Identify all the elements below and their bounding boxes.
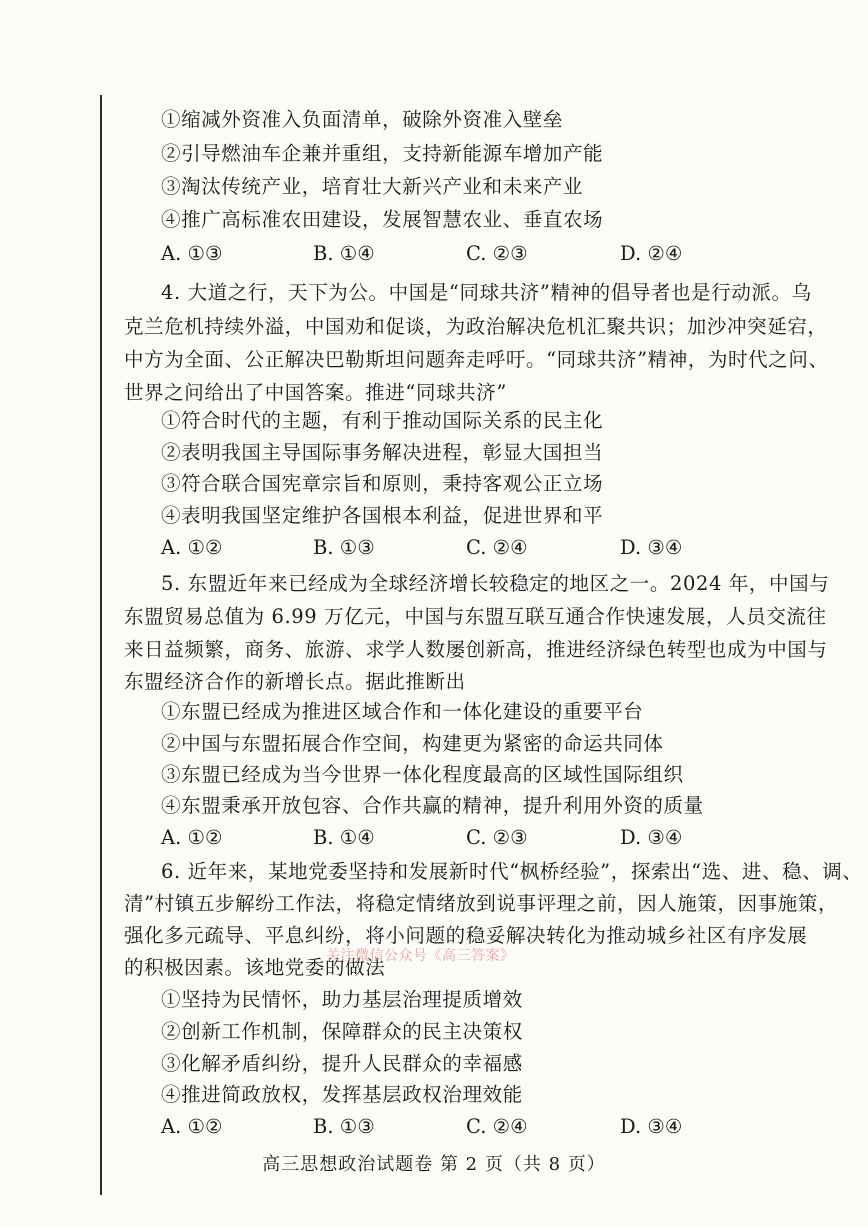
q4-option-4: ④表明我国坚定维护各国根本利益，促进世界和平	[161, 504, 604, 527]
q3-option-1: ①缩减外资准入负面清单，破除外资准入壁垒	[161, 108, 564, 131]
q3-answer-b: B. ①④	[313, 242, 375, 265]
q6-answer-a: A. ①②	[161, 1115, 223, 1138]
q5-answer-d: D. ③④	[620, 826, 683, 849]
q3-answer-d: D. ②④	[620, 242, 683, 265]
q6-option-4: ④推进简政放权，发挥基层政权治理效能	[161, 1083, 523, 1106]
q6-option-3: ③化解矛盾纠纷，提升人民群众的幸福感	[161, 1052, 523, 1075]
q6-stem-line-3: 强化多元疏导、平息纠纷，将小问题的稳妥解决转化为推动城乡社区有序发展	[124, 924, 808, 947]
q3-answer-c: C. ②③	[466, 242, 528, 265]
q5-option-3: ③东盟已经成为当今世界一体化程度最高的区域性国际组织	[161, 763, 684, 786]
q5-option-4: ④东盟秉承开放包容、合作共赢的精神，提升利用外资的质量	[161, 794, 704, 817]
q6-answer-row	[161, 1113, 721, 1141]
q5-option-1: ①东盟已经成为推进区域合作和一体化建设的重要平台	[161, 700, 644, 723]
q3-option-3: ③淘汰传统产业，培育壮大新兴产业和未来产业	[161, 175, 584, 198]
q4-stem-line-3: 中方为全面、公正解决巴勒斯坦问题奔走呼吁。“同球共济”精神，为时代之问、	[124, 348, 829, 371]
q6-answer-b: B. ①③	[313, 1115, 375, 1138]
margin-rule	[100, 95, 102, 1195]
q4-answer-c: C. ②④	[466, 536, 528, 559]
q3-option-4: ④推广高标准农田建设，发展智慧农业、垂直农场	[161, 208, 604, 231]
q4-option-3: ③符合联合国宪章宗旨和原则，秉持客观公正立场	[161, 472, 604, 495]
q4-answer-b: B. ①③	[313, 536, 375, 559]
page-footer: 高三思想政治试题卷 第 2 页（共 8 页）	[262, 1154, 606, 1175]
q4-option-2: ②表明我国主导国际事务解决进程，彰显大国担当	[161, 441, 604, 464]
q5-answer-c: C. ②③	[466, 826, 528, 849]
q6-stem-line-4: 的积极因素。该地党委的做法	[124, 956, 386, 979]
q3-answer-a: A. ①③	[161, 242, 223, 265]
q4-option-1: ①符合时代的主题，有利于推动国际关系的民主化	[161, 409, 604, 432]
q5-stem-line-3: 来日益频繁，商务、旅游、求学人数屡创新高，推进经济绿色转型也成为中国与	[124, 638, 828, 661]
q5-stem-line-1: 5. 东盟近年来已经成为全球经济增长较稳定的地区之一。2024 年，中国与	[161, 572, 830, 595]
q5-answer-a: A. ①②	[161, 826, 223, 849]
q4-stem-line-4: 世界之问给出了中国答案。推进“同球共济”	[124, 381, 507, 404]
q4-stem-line-2: 克兰危机持续外溢，中国劝和促谈，为政治解决危机汇聚共识；加沙冲突延宕，	[124, 315, 828, 338]
q5-stem-line-2: 东盟贸易总值为 6.99 万亿元，中国与东盟互联互通合作快速发展，人员交流往	[124, 605, 827, 628]
q6-answer-d: D. ③④	[620, 1115, 683, 1138]
q5-stem-line-4: 东盟经济合作的新增长点。据此推断出	[124, 670, 466, 693]
q4-answer-a: A. ①②	[161, 536, 223, 559]
q5-answer-row	[161, 824, 721, 852]
q3-answer-row	[161, 240, 721, 268]
q5-option-2: ②中国与东盟拓展合作空间，构建更为紧密的命运共同体	[161, 732, 664, 755]
q6-stem-line-1: 6. 近年来，某地党委坚持和发展新时代“枫桥经验”，探索出“选、进、稳、调、	[161, 860, 863, 883]
q3-option-2: ②引导燃油车企兼并重组，支持新能源车增加产能	[161, 142, 604, 165]
q6-option-2: ②创新工作机制，保障群众的民主决策权	[161, 1020, 523, 1043]
watermark-text: 关注微信公众号《高三答案》	[326, 948, 515, 964]
q6-stem-line-2: 清”村镇五步解纷工作法，将稳定情绪放到说事评理之前，因人施策，因事施策，	[124, 892, 839, 915]
q6-option-1: ①坚持为民情怀，助力基层治理提质增效	[161, 988, 523, 1011]
q4-answer-d: D. ③④	[620, 536, 683, 559]
q4-answer-row	[161, 534, 721, 562]
q6-answer-c: C. ②④	[466, 1115, 528, 1138]
q4-stem-line-1: 4. 大道之行，天下为公。中国是“同球共济”精神的倡导者也是行动派。乌	[161, 281, 812, 304]
q5-answer-b: B. ①④	[313, 826, 375, 849]
